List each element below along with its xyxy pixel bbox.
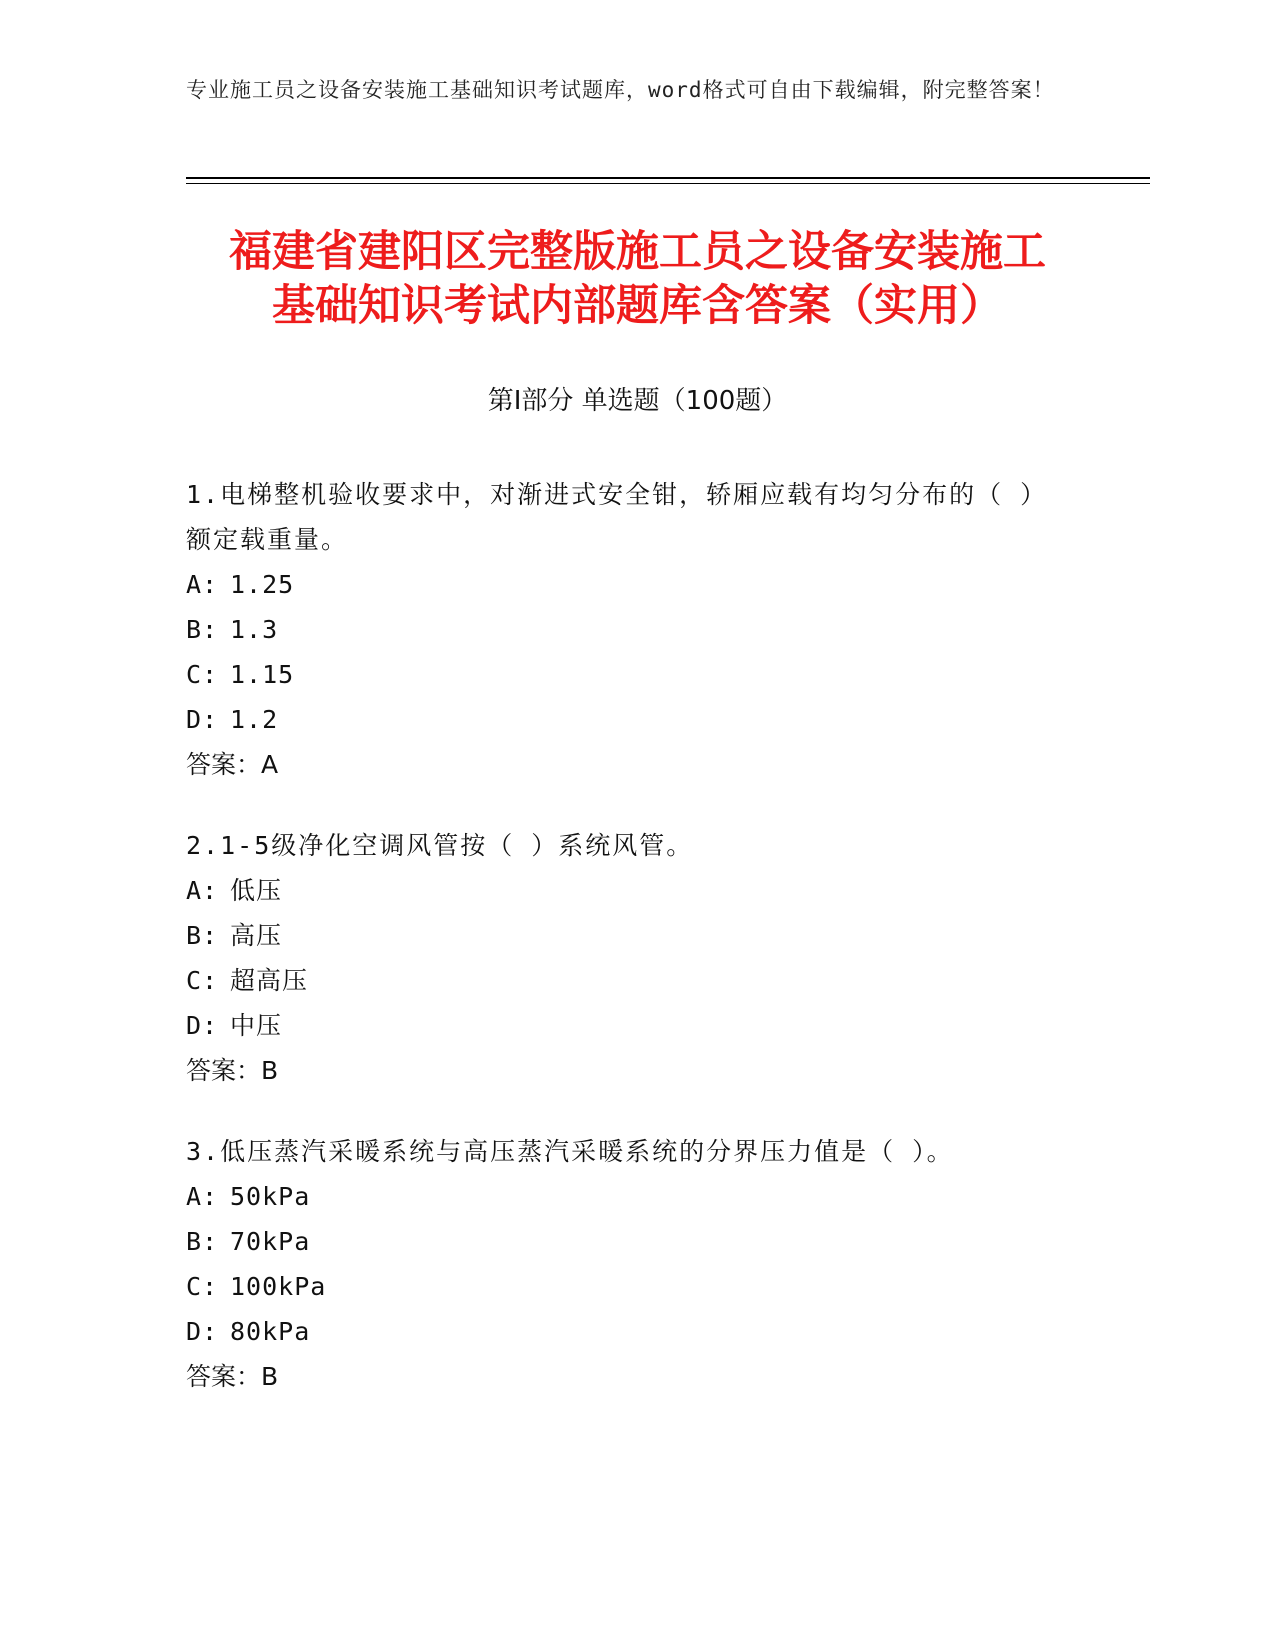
question-list bbox=[186, 472, 1066, 1435]
header-rule-thick bbox=[186, 177, 1150, 179]
question-stem: 2.1-5级净化空调风管按（ ）系统风管。 bbox=[186, 831, 694, 860]
option-key: D: bbox=[186, 1011, 219, 1040]
option-d bbox=[186, 1003, 1066, 1048]
question-stem: 1.电梯整机验收要求中，对渐进式安全钳，轿厢应载有均匀分布的（ ）额定载重量。 bbox=[186, 480, 1048, 554]
option-key: C: bbox=[186, 966, 219, 995]
option-text: 1.25 bbox=[230, 570, 295, 599]
option-text: 70kPa bbox=[230, 1227, 311, 1256]
option-text: 100kPa bbox=[230, 1272, 327, 1301]
question-1 bbox=[186, 472, 1066, 787]
question-2 bbox=[186, 823, 1066, 1093]
option-c bbox=[186, 652, 1066, 697]
option-c bbox=[186, 1264, 1066, 1309]
option-key: C: bbox=[186, 660, 219, 689]
option-key: A: bbox=[186, 876, 219, 905]
answer-line: 答案：B bbox=[186, 1362, 279, 1391]
option-key: D: bbox=[186, 705, 219, 734]
question-stem: 3.低压蒸汽采暖系统与高压蒸汽采暖系统的分界压力值是（ ）。 bbox=[186, 1137, 954, 1166]
option-a bbox=[186, 868, 1066, 913]
option-key: A: bbox=[186, 570, 219, 599]
document-title-line-1: 福建省建阳区完整版施工员之设备安装施工 bbox=[229, 227, 1046, 277]
option-key: B: bbox=[186, 921, 219, 950]
option-key: B: bbox=[186, 615, 219, 644]
question-3 bbox=[186, 1129, 1066, 1399]
option-text: 1.2 bbox=[230, 705, 279, 734]
option-text: 1.3 bbox=[230, 615, 279, 644]
option-text: 80kPa bbox=[230, 1317, 311, 1346]
option-text: 50kPa bbox=[230, 1182, 311, 1211]
option-a bbox=[186, 1174, 1066, 1219]
option-text: 中压 bbox=[230, 1011, 283, 1040]
option-c bbox=[186, 958, 1066, 1003]
answer-line: 答案：A bbox=[186, 750, 279, 779]
option-key: D: bbox=[186, 1317, 219, 1346]
header-note: 专业施工员之设备安装施工基础知识考试题库，word格式可自由下载编辑，附完整答案！ bbox=[186, 78, 1055, 102]
option-key: B: bbox=[186, 1227, 219, 1256]
answer-line: 答案：B bbox=[186, 1056, 279, 1085]
document-title bbox=[150, 225, 1125, 333]
option-text: 低压 bbox=[230, 876, 283, 905]
option-d bbox=[186, 1309, 1066, 1354]
option-b bbox=[186, 1219, 1066, 1264]
option-key: C: bbox=[186, 1272, 219, 1301]
option-a bbox=[186, 562, 1066, 607]
option-key: A: bbox=[186, 1182, 219, 1211]
document-title-line-2: 基础知识考试内部题库含答案（实用） bbox=[272, 281, 1003, 331]
option-text: 超高压 bbox=[230, 966, 309, 995]
option-text: 高压 bbox=[230, 921, 283, 950]
option-text: 1.15 bbox=[230, 660, 295, 689]
option-b bbox=[186, 913, 1066, 958]
header-rule-thin bbox=[186, 183, 1150, 184]
option-d bbox=[186, 697, 1066, 742]
section-title: 第Ⅰ部分 单选题（100题） bbox=[487, 386, 788, 416]
option-b bbox=[186, 607, 1066, 652]
